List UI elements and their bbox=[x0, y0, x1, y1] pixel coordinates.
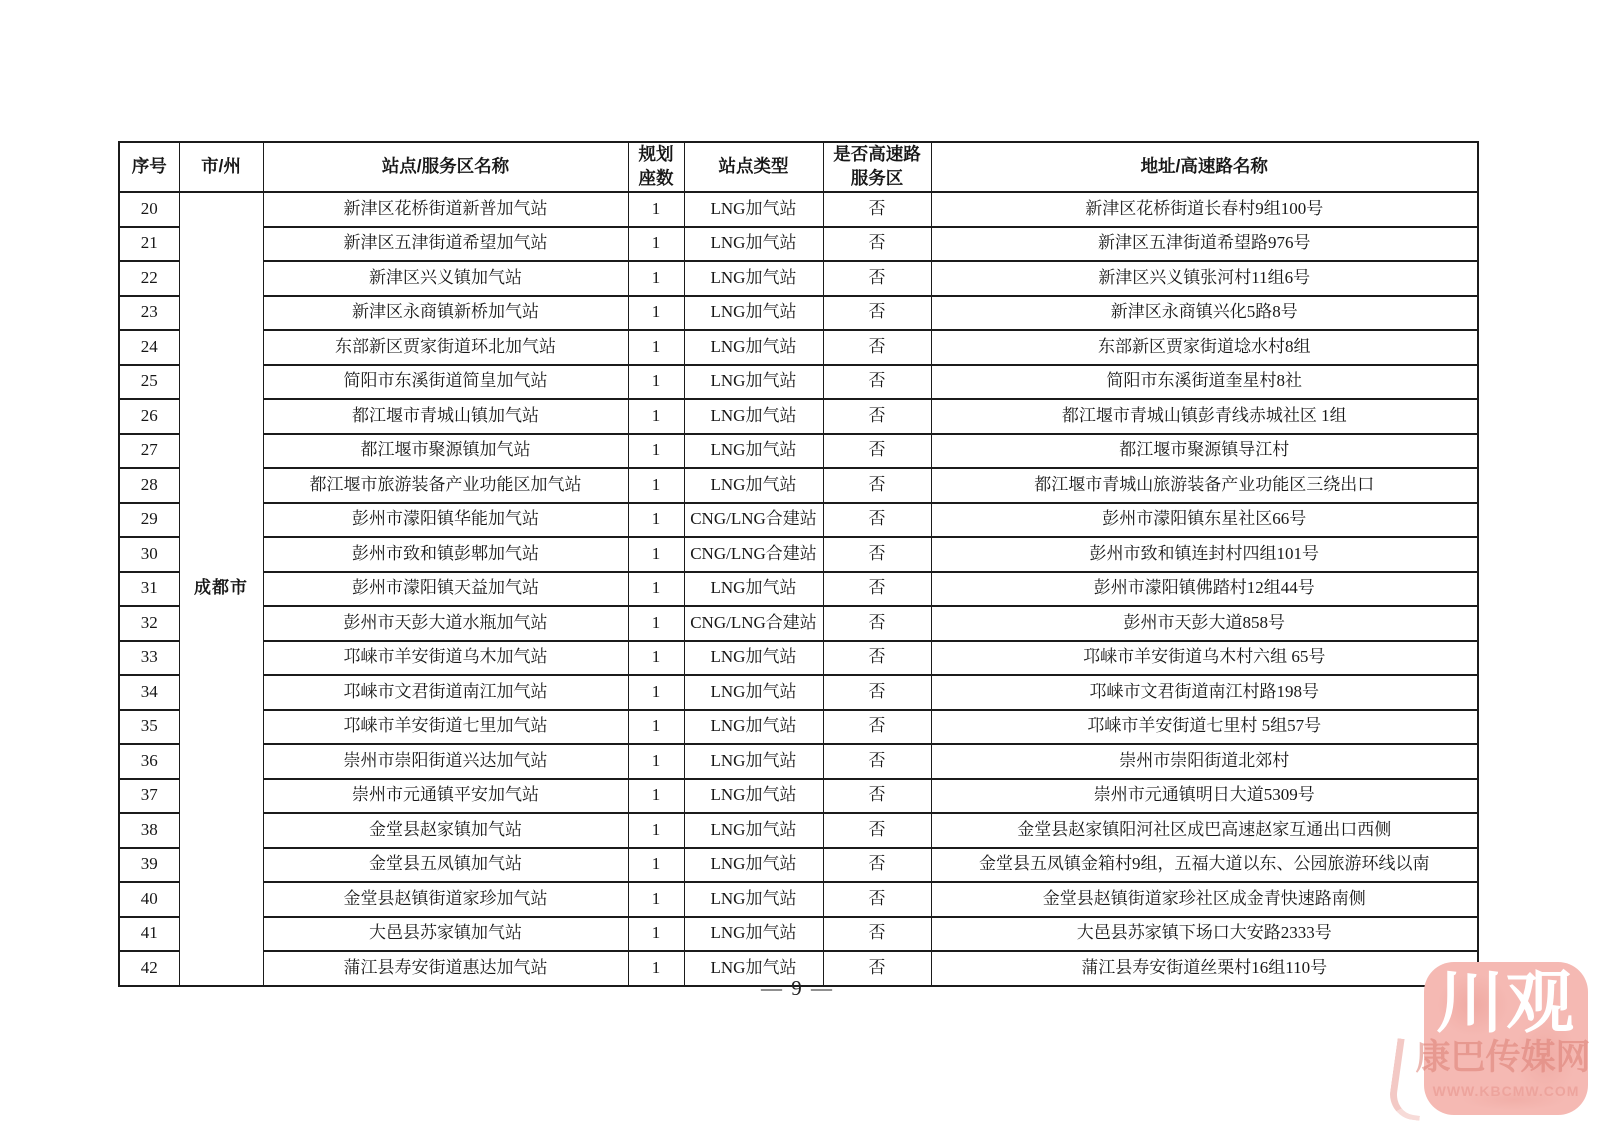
cell-seats: 1 bbox=[628, 468, 684, 503]
cell-type: LNG加气站 bbox=[684, 330, 823, 365]
cell-highway: 否 bbox=[823, 917, 931, 952]
table-body bbox=[119, 192, 1478, 986]
cell-type: LNG加气站 bbox=[684, 468, 823, 503]
table-row bbox=[119, 744, 1478, 779]
cell-name: 都江堰市旅游装备产业功能区加气站 bbox=[263, 468, 628, 503]
cell-name: 金堂县五凤镇加气站 bbox=[263, 848, 628, 883]
cell-seats: 1 bbox=[628, 675, 684, 710]
cell-address: 彭州市致和镇连封村四组101号 bbox=[931, 537, 1478, 572]
cell-address: 金堂县赵家镇阳河社区成巴高速赵家互通出口西侧 bbox=[931, 813, 1478, 848]
cell-type: LNG加气站 bbox=[684, 227, 823, 262]
cell-name: 都江堰市聚源镇加气站 bbox=[263, 434, 628, 469]
watermark-title: 川观 bbox=[1435, 965, 1576, 1041]
cell-address: 新津区兴义镇张河村11组6号 bbox=[931, 261, 1478, 296]
cell-no: 20 bbox=[119, 192, 179, 227]
cell-type: LNG加气站 bbox=[684, 917, 823, 952]
table-header bbox=[119, 142, 1478, 192]
table-row bbox=[119, 296, 1478, 331]
cell-no: 26 bbox=[119, 399, 179, 434]
table-row bbox=[119, 641, 1478, 676]
table-row bbox=[119, 434, 1478, 469]
column-header-5: 是否高速路服务区 bbox=[823, 142, 931, 192]
cell-no: 40 bbox=[119, 882, 179, 917]
cell-name: 崇州市元通镇平安加气站 bbox=[263, 779, 628, 814]
cell-address: 彭州市濛阳镇佛踏村12组44号 bbox=[931, 572, 1478, 607]
cell-address: 大邑县苏家镇下场口大安路2333号 bbox=[931, 917, 1478, 952]
cell-name: 崇州市崇阳街道兴达加气站 bbox=[263, 744, 628, 779]
cell-name: 东部新区贾家街道环北加气站 bbox=[263, 330, 628, 365]
cell-highway: 否 bbox=[823, 227, 931, 262]
cell-name: 邛崃市文君街道南江加气站 bbox=[263, 675, 628, 710]
column-header-2: 站点/服务区名称 bbox=[263, 142, 628, 192]
cell-type: LNG加气站 bbox=[684, 399, 823, 434]
table-row bbox=[119, 848, 1478, 883]
cell-highway: 否 bbox=[823, 572, 931, 607]
cell-seats: 1 bbox=[628, 503, 684, 538]
cell-type: CNG/LNG合建站 bbox=[684, 537, 823, 572]
cell-city-merged: 成都市 bbox=[179, 192, 263, 986]
cell-address: 新津区永商镇兴化5路8号 bbox=[931, 296, 1478, 331]
cell-address: 简阳市东溪街道奎星村8社 bbox=[931, 365, 1478, 400]
cell-highway: 否 bbox=[823, 192, 931, 227]
cell-seats: 1 bbox=[628, 296, 684, 331]
table-row bbox=[119, 399, 1478, 434]
cell-name: 彭州市致和镇彭郫加气站 bbox=[263, 537, 628, 572]
table-row bbox=[119, 675, 1478, 710]
cell-type: LNG加气站 bbox=[684, 296, 823, 331]
cell-no: 21 bbox=[119, 227, 179, 262]
table-row bbox=[119, 882, 1478, 917]
cell-name: 金堂县赵家镇加气站 bbox=[263, 813, 628, 848]
table-row bbox=[119, 779, 1478, 814]
cell-no: 36 bbox=[119, 744, 179, 779]
cell-highway: 否 bbox=[823, 468, 931, 503]
watermark-subtitle: 康巴传媒网 bbox=[1415, 1038, 1591, 1077]
page-number: — 9 — bbox=[761, 976, 834, 1000]
cell-seats: 1 bbox=[628, 192, 684, 227]
cell-name: 彭州市天彭大道水瓶加气站 bbox=[263, 606, 628, 641]
column-header-0: 序号 bbox=[119, 142, 179, 192]
cell-no: 30 bbox=[119, 537, 179, 572]
cell-no: 24 bbox=[119, 330, 179, 365]
table-row bbox=[119, 365, 1478, 400]
cell-type: LNG加气站 bbox=[684, 261, 823, 296]
cell-seats: 1 bbox=[628, 710, 684, 745]
cell-address: 都江堰市青城山镇彭青线赤城社区 1组 bbox=[931, 399, 1478, 434]
cell-highway: 否 bbox=[823, 606, 931, 641]
cell-address: 金堂县五凤镇金箱村9组，五福大道以东、公园旅游环线以南 bbox=[931, 848, 1478, 883]
cell-type: LNG加气站 bbox=[684, 779, 823, 814]
cell-type: LNG加气站 bbox=[684, 192, 823, 227]
cell-type: LNG加气站 bbox=[684, 572, 823, 607]
cell-no: 29 bbox=[119, 503, 179, 538]
cell-type: LNG加气站 bbox=[684, 744, 823, 779]
cell-seats: 1 bbox=[628, 537, 684, 572]
table-row bbox=[119, 468, 1478, 503]
cell-seats: 1 bbox=[628, 848, 684, 883]
cell-address: 彭州市天彭大道858号 bbox=[931, 606, 1478, 641]
cell-seats: 1 bbox=[628, 330, 684, 365]
column-header-6: 地址/高速路名称 bbox=[931, 142, 1478, 192]
cell-type: LNG加气站 bbox=[684, 951, 823, 986]
cell-highway: 否 bbox=[823, 261, 931, 296]
cell-address: 邛崃市文君街道南江村路198号 bbox=[931, 675, 1478, 710]
cell-seats: 1 bbox=[628, 261, 684, 296]
cell-no: 32 bbox=[119, 606, 179, 641]
cell-no: 33 bbox=[119, 641, 179, 676]
cell-address: 金堂县赵镇街道家珍社区成金青快速路南侧 bbox=[931, 882, 1478, 917]
cell-name: 新津区永商镇新桥加气站 bbox=[263, 296, 628, 331]
cell-seats: 1 bbox=[628, 917, 684, 952]
cell-name: 新津区五津街道希望加气站 bbox=[263, 227, 628, 262]
table-row bbox=[119, 606, 1478, 641]
cell-highway: 否 bbox=[823, 434, 931, 469]
cell-highway: 否 bbox=[823, 537, 931, 572]
cell-type: LNG加气站 bbox=[684, 882, 823, 917]
table-row bbox=[119, 813, 1478, 848]
cell-name: 新津区兴义镇加气站 bbox=[263, 261, 628, 296]
cell-name: 金堂县赵镇街道家珍加气站 bbox=[263, 882, 628, 917]
cell-seats: 1 bbox=[628, 641, 684, 676]
table-row bbox=[119, 330, 1478, 365]
watermark-url: WWW.KBCMW.COM bbox=[1432, 1083, 1580, 1099]
cell-address: 彭州市濛阳镇东星社区66号 bbox=[931, 503, 1478, 538]
cell-highway: 否 bbox=[823, 813, 931, 848]
cell-highway: 否 bbox=[823, 399, 931, 434]
cell-seats: 1 bbox=[628, 882, 684, 917]
cell-no: 25 bbox=[119, 365, 179, 400]
cell-type: LNG加气站 bbox=[684, 434, 823, 469]
cell-name: 都江堰市青城山镇加气站 bbox=[263, 399, 628, 434]
cell-address: 都江堰市青城山旅游装备产业功能区三绕出口 bbox=[931, 468, 1478, 503]
cell-seats: 1 bbox=[628, 399, 684, 434]
cell-seats: 1 bbox=[628, 434, 684, 469]
cell-name: 简阳市东溪街道简皇加气站 bbox=[263, 365, 628, 400]
cell-no: 42 bbox=[119, 951, 179, 986]
cell-seats: 1 bbox=[628, 951, 684, 986]
watermark-badge bbox=[1415, 962, 1591, 1115]
table-row bbox=[119, 917, 1478, 952]
cell-name: 邛崃市羊安街道七里加气站 bbox=[263, 710, 628, 745]
cell-no: 27 bbox=[119, 434, 179, 469]
cell-no: 31 bbox=[119, 572, 179, 607]
table-row bbox=[119, 537, 1478, 572]
cell-seats: 1 bbox=[628, 365, 684, 400]
cell-seats: 1 bbox=[628, 813, 684, 848]
cell-name: 大邑县苏家镇加气站 bbox=[263, 917, 628, 952]
cell-type: CNG/LNG合建站 bbox=[684, 503, 823, 538]
cell-highway: 否 bbox=[823, 503, 931, 538]
cell-type: LNG加气站 bbox=[684, 641, 823, 676]
cell-address: 东部新区贾家街道埝水村8组 bbox=[931, 330, 1478, 365]
cell-highway: 否 bbox=[823, 951, 931, 986]
cell-seats: 1 bbox=[628, 744, 684, 779]
cell-seats: 1 bbox=[628, 227, 684, 262]
cell-no: 23 bbox=[119, 296, 179, 331]
cell-highway: 否 bbox=[823, 675, 931, 710]
cell-no: 38 bbox=[119, 813, 179, 848]
cell-type: LNG加气站 bbox=[684, 848, 823, 883]
cell-type: LNG加气站 bbox=[684, 365, 823, 400]
cell-highway: 否 bbox=[823, 779, 931, 814]
table-row bbox=[119, 710, 1478, 745]
cell-highway: 否 bbox=[823, 848, 931, 883]
cell-highway: 否 bbox=[823, 641, 931, 676]
cell-address: 都江堰市聚源镇导江村 bbox=[931, 434, 1478, 469]
cell-no: 22 bbox=[119, 261, 179, 296]
cell-no: 28 bbox=[119, 468, 179, 503]
cell-type: LNG加气站 bbox=[684, 710, 823, 745]
table-row bbox=[119, 503, 1478, 538]
stations-table bbox=[118, 141, 1479, 987]
cell-highway: 否 bbox=[823, 710, 931, 745]
cell-address: 新津区五津街道希望路976号 bbox=[931, 227, 1478, 262]
cell-highway: 否 bbox=[823, 365, 931, 400]
cell-seats: 1 bbox=[628, 779, 684, 814]
cell-no: 34 bbox=[119, 675, 179, 710]
cell-address: 崇州市崇阳街道北郊村 bbox=[931, 744, 1478, 779]
cell-no: 35 bbox=[119, 710, 179, 745]
cell-name: 彭州市濛阳镇华能加气站 bbox=[263, 503, 628, 538]
column-header-4: 站点类型 bbox=[684, 142, 823, 192]
column-header-1: 市/州 bbox=[179, 142, 263, 192]
cell-address: 邛崃市羊安街道乌木村六组 65号 bbox=[931, 641, 1478, 676]
column-header-3: 规划座数 bbox=[628, 142, 684, 192]
table-row bbox=[119, 261, 1478, 296]
cell-no: 37 bbox=[119, 779, 179, 814]
cell-address: 邛崃市羊安街道七里村 5组57号 bbox=[931, 710, 1478, 745]
cell-address: 蒲江县寿安街道丝栗村16组110号 bbox=[931, 951, 1478, 986]
cell-name: 蒲江县寿安街道惠达加气站 bbox=[263, 951, 628, 986]
cell-seats: 1 bbox=[628, 572, 684, 607]
table-header-row bbox=[119, 142, 1478, 192]
cell-no: 39 bbox=[119, 848, 179, 883]
table-row bbox=[119, 192, 1478, 227]
cell-highway: 否 bbox=[823, 744, 931, 779]
cell-address: 崇州市元通镇明日大道5309号 bbox=[931, 779, 1478, 814]
table-row bbox=[119, 572, 1478, 607]
table-row bbox=[119, 227, 1478, 262]
cell-type: LNG加气站 bbox=[684, 675, 823, 710]
cell-highway: 否 bbox=[823, 296, 931, 331]
cell-highway: 否 bbox=[823, 330, 931, 365]
cell-address: 新津区花桥街道长春村9组100号 bbox=[931, 192, 1478, 227]
cell-type: CNG/LNG合建站 bbox=[684, 606, 823, 641]
cell-name: 邛崃市羊安街道乌木加气站 bbox=[263, 641, 628, 676]
cell-seats: 1 bbox=[628, 606, 684, 641]
cell-name: 新津区花桥街道新普加气站 bbox=[263, 192, 628, 227]
cell-type: LNG加气站 bbox=[684, 813, 823, 848]
cell-no: 41 bbox=[119, 917, 179, 952]
cell-name: 彭州市濛阳镇天益加气站 bbox=[263, 572, 628, 607]
cell-highway: 否 bbox=[823, 882, 931, 917]
